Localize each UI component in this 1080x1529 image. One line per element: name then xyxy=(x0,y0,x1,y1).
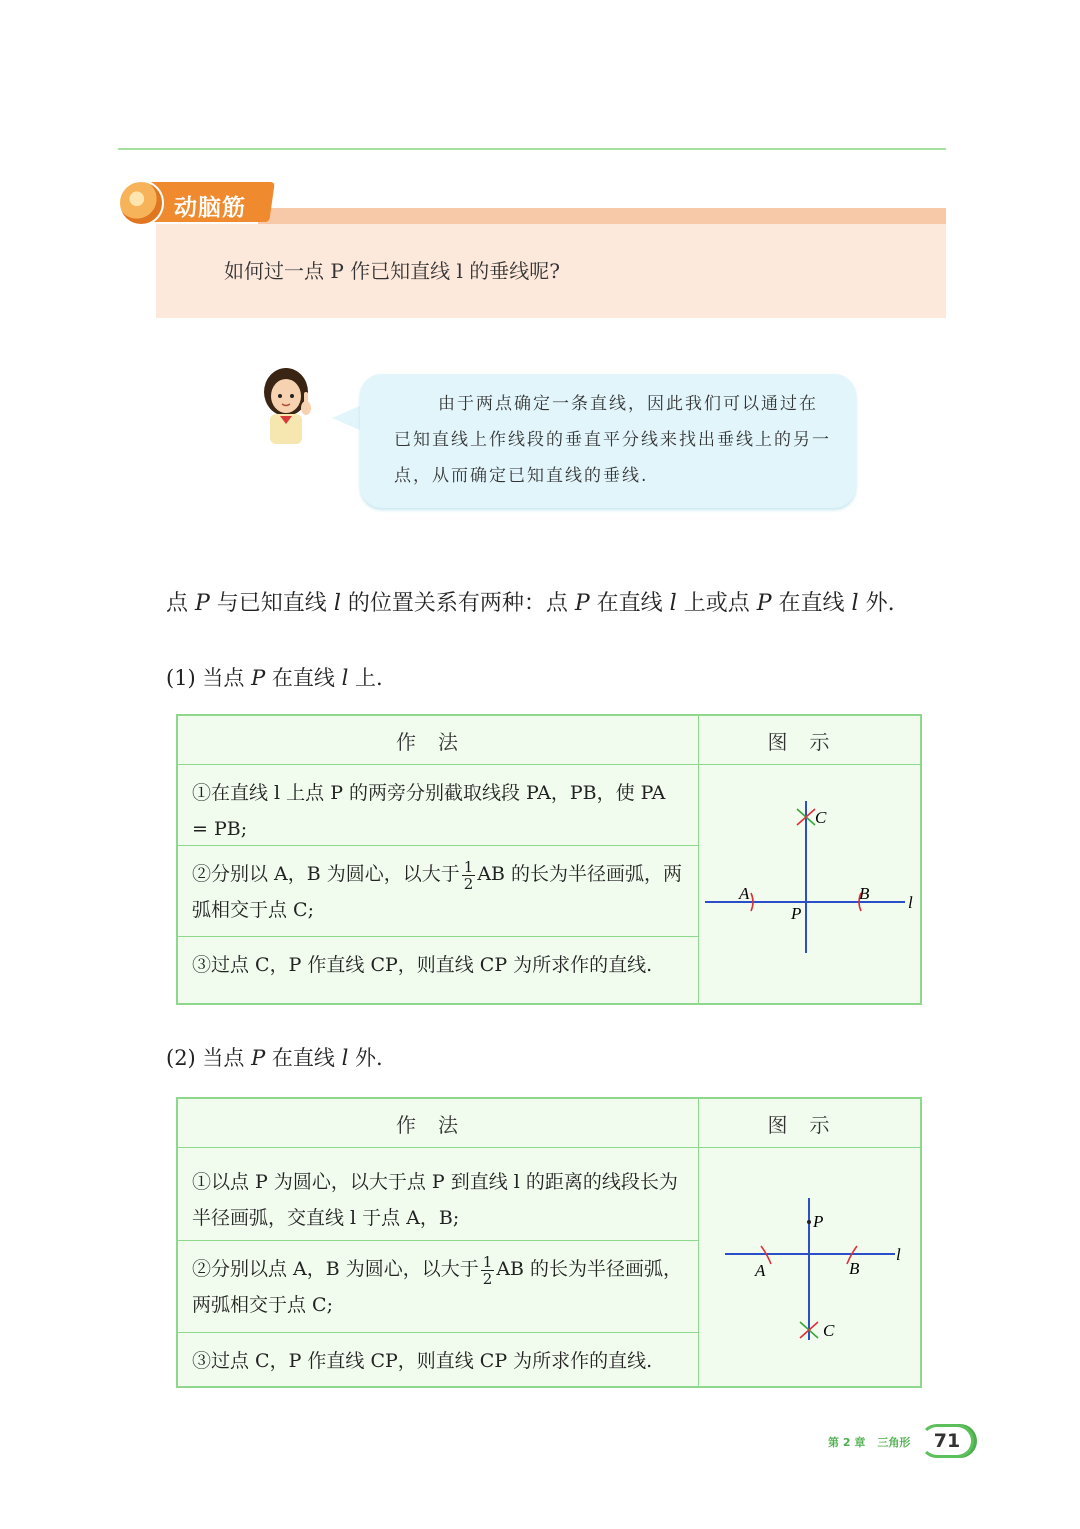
label-a: A xyxy=(739,884,750,903)
step-text: ②分别以 A，B 为圆心，以大于 xyxy=(192,863,460,885)
case2-step2 xyxy=(178,1241,698,1333)
case1-table xyxy=(176,714,922,1005)
label-l: l xyxy=(908,893,913,912)
header-diagram: 图示 xyxy=(699,716,920,765)
heading-text: (2) 当点 xyxy=(166,1046,252,1070)
case1-step1: ①在直线 l 上点 P 的两旁分别截取线段 PA，PB，使 PA = PB; xyxy=(178,765,698,846)
label-p: P xyxy=(813,1212,824,1231)
fraction-denominator: 2 xyxy=(463,874,474,893)
heading-text: 外. xyxy=(348,1046,383,1070)
intro-text: 点 xyxy=(166,591,195,616)
chapter-title: 三角形 xyxy=(877,1436,911,1449)
think-header-bar xyxy=(258,208,946,225)
intro-text: 在直线 xyxy=(771,591,852,616)
step-text: AB 的长为半径画弧，两弧相交于点 C; xyxy=(192,863,683,921)
case1-heading xyxy=(166,662,383,692)
label-c: C xyxy=(823,1321,835,1340)
heading-var-l: l xyxy=(341,1046,349,1070)
footer-chapter xyxy=(828,1434,922,1450)
heading-text: (1) 当点 xyxy=(166,666,252,690)
fraction-numerator: 1 xyxy=(463,857,474,876)
think-question: 如何过一点 P 作已知直线 l 的垂线呢? xyxy=(224,259,561,283)
point-p xyxy=(807,1220,811,1224)
label-b: B xyxy=(849,1259,860,1278)
label-p: P xyxy=(791,904,802,923)
intro-var-p: P xyxy=(195,591,210,616)
case2-table xyxy=(176,1097,922,1388)
label-c: C xyxy=(815,808,827,827)
heading-var-l: l xyxy=(341,666,349,690)
case2-step3: ③过点 C，P 作直线 CP，则直线 CP 为所求作的直线. xyxy=(192,1350,653,1372)
header-method: 作法 xyxy=(178,1099,699,1148)
label-l: l xyxy=(896,1245,901,1264)
step-text: AB 的长为半径画弧，两弧相交于点 C; xyxy=(192,1258,683,1316)
heading-text: 上. xyxy=(348,666,383,690)
case2-heading xyxy=(166,1042,383,1072)
intro-text: 在直线 xyxy=(589,591,670,616)
label-b: B xyxy=(859,884,870,903)
intro-text: 外. xyxy=(858,591,895,616)
page-number: 71 xyxy=(920,1424,974,1458)
intro-var-l: l xyxy=(851,591,859,616)
case2-diagram xyxy=(699,1148,920,1386)
fraction-denominator: 2 xyxy=(482,1269,493,1288)
bubble-text: 由于两点确定一条直线，因此我们可以通过在已知直线上作线段的垂直平分线来找出垂线上的另一点，从而确定已知直线的垂线. xyxy=(394,394,831,486)
intro-var-p: P xyxy=(574,591,590,616)
heading-text: 在直线 xyxy=(265,1046,342,1070)
intro-var-l: l xyxy=(333,591,341,616)
gear-icon xyxy=(118,180,164,226)
case1-step2 xyxy=(178,846,698,937)
header-diagram: 图示 xyxy=(699,1099,920,1148)
case1-step3: ③过点 C，P 作直线 CP，则直线 CP 为所求作的直线. xyxy=(192,954,653,976)
think-title: 动脑筋 xyxy=(174,195,246,221)
intro-var-p: P xyxy=(756,591,772,616)
label-a: A xyxy=(755,1261,766,1280)
fraction-numerator: 1 xyxy=(482,1252,493,1271)
top-rule xyxy=(118,148,946,150)
fraction xyxy=(481,1254,495,1287)
intro-text: 的位置关系有两种：点 xyxy=(340,591,575,616)
intro-text: 上或点 xyxy=(676,591,757,616)
heading-text: 在直线 xyxy=(265,666,342,690)
fraction xyxy=(462,859,476,892)
case2-step1: ①以点 P 为圆心，以大于点 P 到直线 l 的距离的线段长为半径画弧，交直线 l 于点 A，B; xyxy=(178,1148,698,1241)
chapter-number: 第 2 章 xyxy=(828,1436,866,1449)
case1-diagram xyxy=(699,765,920,1003)
girl-illustration xyxy=(258,362,322,448)
header-method: 作法 xyxy=(178,716,699,765)
heading-var-p: P xyxy=(251,666,266,690)
intro-text: 与已知直线 xyxy=(209,591,334,616)
intro-var-l: l xyxy=(669,591,677,616)
heading-var-p: P xyxy=(251,1046,266,1070)
step-text: ②分别以点 A，B 为圆心，以大于 xyxy=(192,1258,479,1280)
intro-sentence xyxy=(166,586,895,617)
